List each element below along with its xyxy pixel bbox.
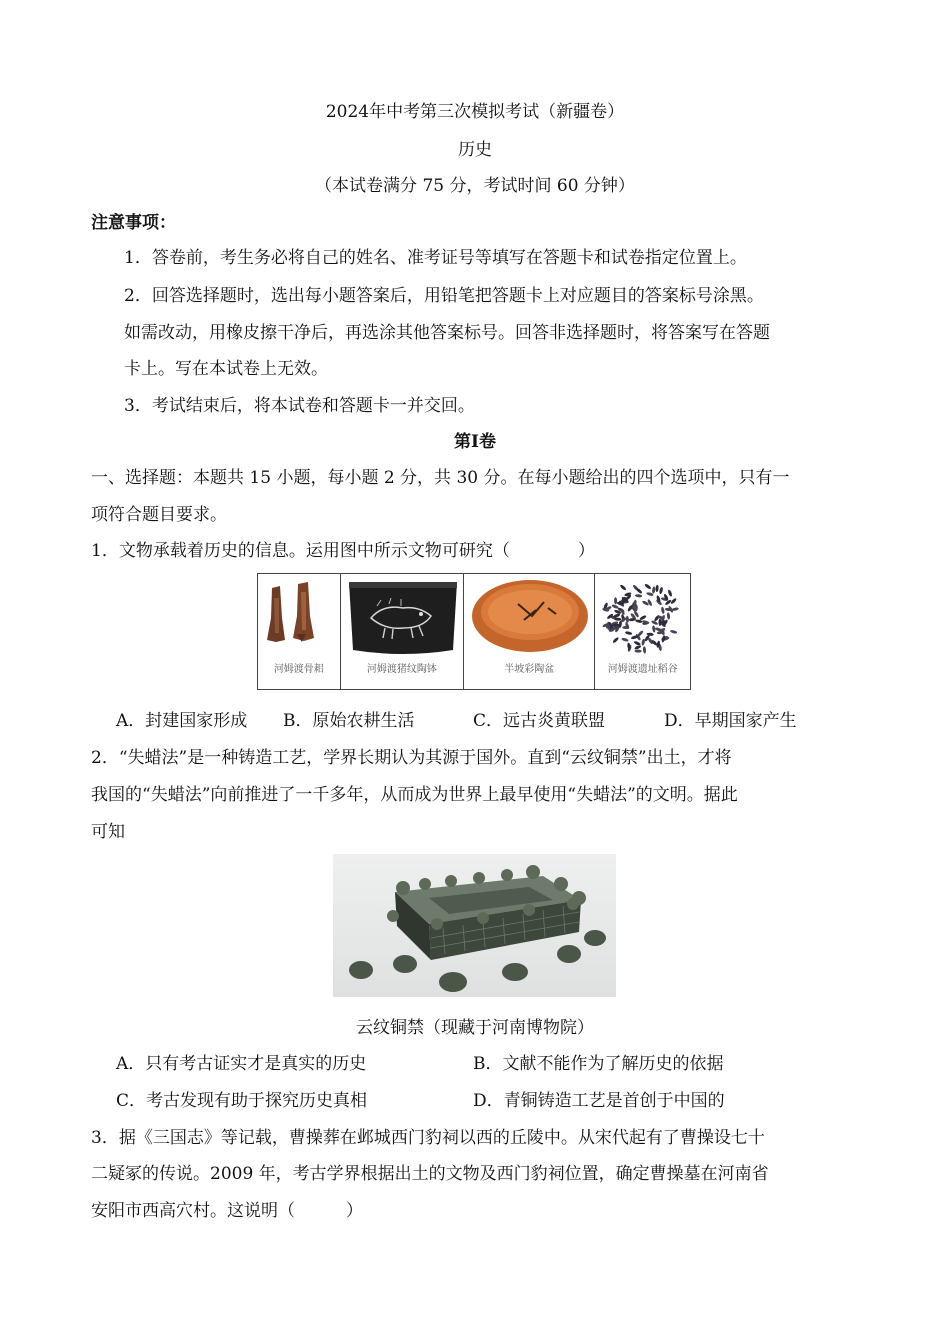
q1-artifact-images — [257, 573, 691, 690]
q3-stem: 二疑冢的传说。2009 年，考古学界根据出土的文物及西门豹祠位置，确定曹操墓在河南省 — [91, 1164, 769, 1184]
q1-option-b[interactable]: B．原始农耕生活 — [283, 711, 415, 731]
pig-bowl-image — [341, 574, 464, 689]
bronze-altar-image — [333, 854, 616, 997]
subject-title: 历史 — [458, 140, 492, 160]
notes-line: 3．考试结束后，将本试卷和答题卡一并交回。 — [124, 396, 475, 416]
q2-stem: 我国的“失蜡法”向前推进了一千多年，从而成为世界上最早使用“失蜡法”的文明。据此 — [91, 785, 738, 805]
section-title: 第Ⅰ卷 — [454, 432, 496, 452]
section-intro: 一、选择题：本题共 15 小题，每小题 2 分，共 30 分。在每小题给出的四个选项中，只有一 — [91, 468, 790, 488]
notes-line: 如需改动，用橡皮擦干净后，再选涂其他答案标号。回答非选择题时，将答案写在答题 — [124, 323, 770, 343]
q1-caption: 河姆渡遗址稻谷 — [607, 664, 678, 675]
exam-title: 2024年中考第三次模拟考试（新疆卷） — [325, 102, 625, 122]
exam-info: （本试卷满分 75 分，考试时间 60 分钟） — [315, 176, 635, 196]
q2-option-d[interactable]: D．青铜铸造工艺是首创于中国的 — [473, 1091, 725, 1111]
q2-image-caption: 云纹铜禁（现藏于河南博物院） — [356, 1018, 594, 1038]
q1-caption: 河姆渡骨耜 — [273, 664, 324, 675]
q2-stem: 2．“失蜡法”是一种铸造工艺，学界长期认为其源于国外。直到“云纹铜禁”出土，才将 — [91, 748, 732, 768]
q2-option-a[interactable]: A．只有考古证实才是真实的历史 — [116, 1054, 367, 1074]
q3-stem: 安阳市西高穴村。这说明（ ） — [91, 1201, 363, 1221]
painted-basin-image — [464, 574, 595, 689]
q1-stem: 1．文物承载着历史的信息。运用图中所示文物可研究（ ） — [91, 541, 595, 561]
q1-option-d[interactable]: D．早期国家产生 — [664, 711, 797, 731]
rice-grains-image — [595, 574, 690, 689]
q1-option-a[interactable]: A．封建国家形成 — [116, 711, 248, 731]
section-intro: 项符合题目要求。 — [91, 505, 227, 525]
q2-option-c[interactable]: C．考古发现有助于探究历史真相 — [116, 1091, 368, 1111]
q2-option-b[interactable]: B．文献不能作为了解历史的依据 — [473, 1054, 724, 1074]
q3-stem: 3．据《三国志》等记载，曹操葬在邺城西门豹祠以西的丘陵中。从宋代起有了曹操设七十 — [91, 1128, 765, 1148]
notes-line: 1．答卷前，考生务必将自己的姓名、准考证号等填写在答题卡和试卷指定位置上。 — [124, 248, 747, 268]
bone-spade-image — [258, 574, 341, 689]
q1-option-c[interactable]: C．远古炎黄联盟 — [473, 711, 606, 731]
q1-caption: 河姆渡猪纹陶钵 — [366, 664, 437, 675]
q2-stem: 可知 — [91, 822, 125, 842]
notes-line: 卡上。写在本试卷上无效。 — [124, 359, 328, 379]
notes-heading: 注意事项： — [91, 213, 176, 233]
notes-line: 2．回答选择题时，选出每小题答案后，用铅笔把答题卡上对应题目的答案标号涂黑。 — [124, 286, 764, 306]
q1-caption: 半坡彩陶盆 — [504, 664, 555, 675]
